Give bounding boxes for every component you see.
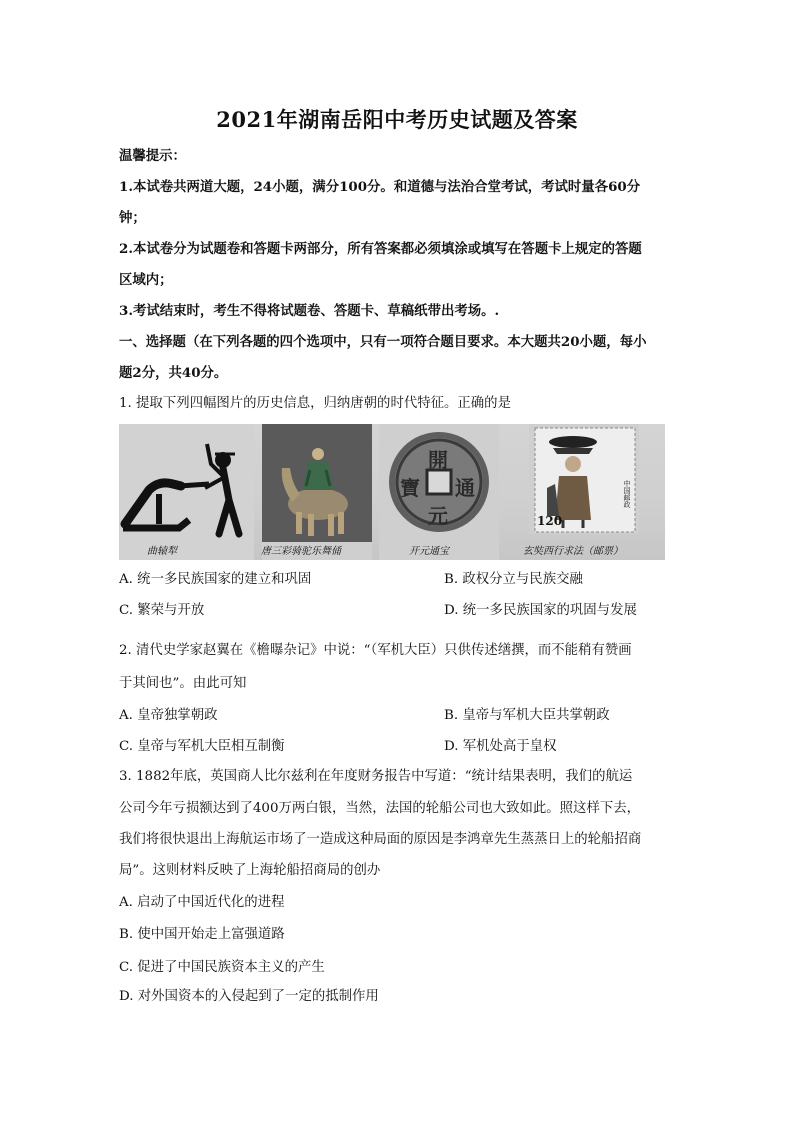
question-1-stem: 1. 提取下列四幅图片的历史信息，归纳唐朝的时代特征。正确的是: [119, 396, 511, 411]
question-1-image-strip: [119, 424, 665, 560]
question-3-stem-line-1: 3. 1882年底，英国商人比尔兹利在年度财务报告中写道：“统计结果表明，我们的航运: [119, 769, 633, 784]
notice-line-5: 3.考试结束时，考生不得将试题卷、答题卡、草稿纸带出考场。.: [119, 303, 500, 319]
q3-option-c: C. 促进了中国民族资本主义的产生: [119, 960, 325, 975]
tang-sancai-camel-illustration: [262, 424, 372, 560]
stamp-price: 120: [537, 514, 563, 528]
coin-char-bottom: 元: [428, 504, 448, 528]
q3-option-b: B. 使中国开始走上富强道路: [119, 927, 285, 942]
q1-option-a: A. 统一多民族国家的建立和巩固: [119, 572, 312, 587]
page-title: 2021年湖南岳阳中考历史试题及答案: [216, 107, 578, 132]
caption-curved-plough: 曲辕犁: [147, 546, 177, 557]
q1-option-d: D. 统一多民族国家的巩固与发展: [444, 603, 637, 618]
question-3-stem-line-3: 我们将很快退出上海航运市场了一造成这种局面的原因是李鸿章先生蒸蒸日上的轮船招商: [119, 832, 642, 847]
notice-line-2: 钟；: [119, 210, 146, 226]
section-heading-line-1: 一、选择题（在下列各题的四个选项中，只有一项符合题目要求。本大题共20小题，每小: [119, 334, 647, 350]
notice-line-3: 2.本试卷分为试题卷和答题卡两部分，所有答案都必须填涂或填写在答题卡上规定的答题: [119, 241, 642, 257]
caption-kaiyuan-coin: 开元通宝: [409, 546, 449, 557]
notice-line-1: 1.本试卷共两道大题，24小题，满分100分。和道德与法治合堂考试，考试时量各60分: [119, 179, 641, 195]
caption-camel-figurine: 唐三彩骑驼乐舞俑: [261, 546, 341, 557]
question-3-stem-line-2: 公司今年亏损额达到了400万两白银，当然，法国的轮船公司也大致如此。照这样下去，: [119, 801, 641, 816]
coin-char-top: 開: [428, 448, 448, 472]
q1-option-b: B. 政权分立与民族交融: [444, 572, 583, 587]
curved-plough-illustration: [119, 424, 254, 560]
q2-option-b: B. 皇帝与军机大臣共掌朝政: [444, 708, 610, 723]
coin-char-left: 寶: [400, 476, 420, 500]
coin-char-right: 通: [455, 476, 475, 500]
question-2-stem-line-2: 于其间也”。由此可知: [119, 676, 247, 691]
question-2-stem-line-1: 2. 清代史学家赵翼在《檐曝杂记》中说：“（军机大臣）只供传述缮撰，而不能稍有赞画: [119, 643, 632, 658]
q3-option-a: A. 启动了中国近代化的进程: [119, 895, 285, 910]
q1-option-c: C. 繁荣与开放: [119, 603, 205, 618]
q2-option-a: A. 皇帝独掌朝政: [119, 708, 218, 723]
q3-option-d: D. 对外国资本的入侵起到了一定的抵制作用: [119, 989, 379, 1004]
q2-option-d: D. 军机处高于皇权: [444, 739, 557, 754]
notice-line-4: 区域内；: [119, 272, 173, 288]
section-heading-line-2: 题2分，共40分。: [119, 365, 228, 381]
question-3-stem-line-4: 局”。这则材料反映了上海轮船招商局的创办: [119, 863, 381, 878]
stamp-country: 中国邮政: [623, 480, 631, 508]
q2-option-c: C. 皇帝与军机大臣相互制衡: [119, 739, 285, 754]
notice-heading: 温馨提示：: [119, 148, 186, 164]
caption-xuanzang-stamp: 玄奘西行求法（邮票）: [523, 546, 623, 557]
